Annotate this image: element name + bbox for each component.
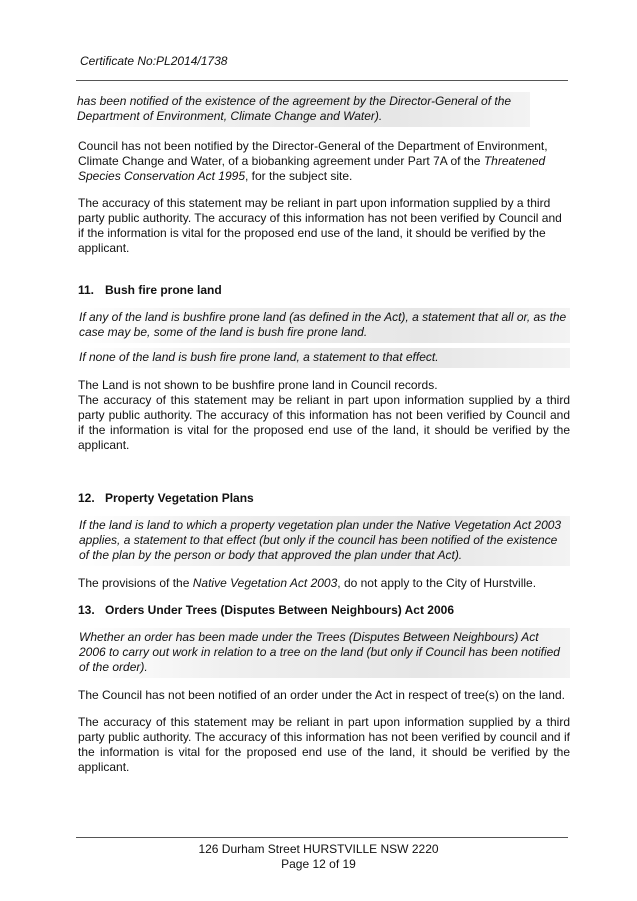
page-body xyxy=(78,92,570,775)
section-11-heading xyxy=(78,283,570,298)
section-12-p1-act: Native Vegetation Act 2003 xyxy=(192,576,338,590)
section-10-paragraph-2: The accuracy of this statement may be reliant in part upon information supplied by a third party public authority. The accuracy of this information has not been verified by Council and if the information is vital for the proposed end use of the land, it should be verified by the applicant. xyxy=(78,196,562,255)
section-12-p1-text-a: The provisions of the xyxy=(78,576,193,590)
header-rule xyxy=(76,80,568,81)
footer-rule xyxy=(76,837,568,838)
section-10-p1-text-b: , for the subject site. xyxy=(245,169,353,183)
section-11-number: 11. xyxy=(78,283,95,297)
certificate-number: Certificate No:PL2014/1738 xyxy=(80,54,228,68)
section-11-shaded-prompt-1: If any of the land is bushfire prone land (as defined in the Act), a statement that all or, as the case may be, some of the land is bush fire prone land. xyxy=(78,308,570,343)
section-11-shaded-prompt-2: If none of the land is bush fire prone land, a statement to that effect. xyxy=(78,348,570,368)
section-11-title: Bush fire prone land xyxy=(105,283,222,297)
section-10-paragraph-1 xyxy=(78,139,570,184)
section-13-number: 13. xyxy=(78,603,95,617)
section-10-p1-text-a: Council has not been notified by the Director-General of the Department of Environment, Climate Change and Water, of a biobanking agreement under Part 7A of the xyxy=(78,139,548,168)
section-13-shaded-prompt: Whether an order has been made under the Trees (Disputes Between Neighbours) Act 2006 to carry out work in relation to a tree on the land (but only if Council has been notified of the order). xyxy=(78,628,570,678)
section-12-number: 12. xyxy=(78,491,95,505)
section-11-paragraph-1: The Land is not shown to be bushfire prone land in Council records. xyxy=(78,378,438,392)
section-13-title: Orders Under Trees (Disputes Between Neighbours) Act 2006 xyxy=(105,603,454,617)
section-13-heading xyxy=(78,603,570,618)
footer-address: 126 Durham Street HURSTVILLE NSW 2220 xyxy=(198,842,439,856)
section-12-heading xyxy=(78,491,570,506)
section-13-paragraph-2: The accuracy of this statement may be reliant in part upon information supplied by a third party public authority. The accuracy of this information has not been verified by council and if the information is vital for the proposed end use of the land, it should be verified by the applicant. xyxy=(78,715,570,774)
section-12-paragraph-1 xyxy=(78,576,570,591)
section-10-p1-act: Threatened Species Conservation Act 1995 xyxy=(78,154,546,183)
section-12-p1-text-b: , do not apply to the City of Hurstville. xyxy=(337,576,537,590)
section-11-paragraph-2: The accuracy of this statement may be reliant in part upon information supplied by a third party public authority. The accuracy of this information has not been verified by Council and if the information is vital for the proposed end use of the land, it should be verified by the applicant. xyxy=(78,393,570,452)
section-12-title: Property Vegetation Plans xyxy=(105,491,254,505)
section-12-shaded-prompt: If the land is land to which a property vegetation plan under the Native Vegetation Act 2003 applies, a statement to that effect (but only if the council has been notified of the existence of the plan by the person or body that approved the plan under that Act). xyxy=(78,516,570,566)
footer-page-number: Page 12 of 19 xyxy=(281,857,356,871)
section-13-paragraph-1: The Council has not been notified of an order under the Act in respect of tree(s) on the land. xyxy=(78,688,565,702)
section-10-shaded-prompt: has been notified of the existence of the agreement by the Director-General of the Department of Environment, Climate Change and Water). xyxy=(76,92,530,127)
